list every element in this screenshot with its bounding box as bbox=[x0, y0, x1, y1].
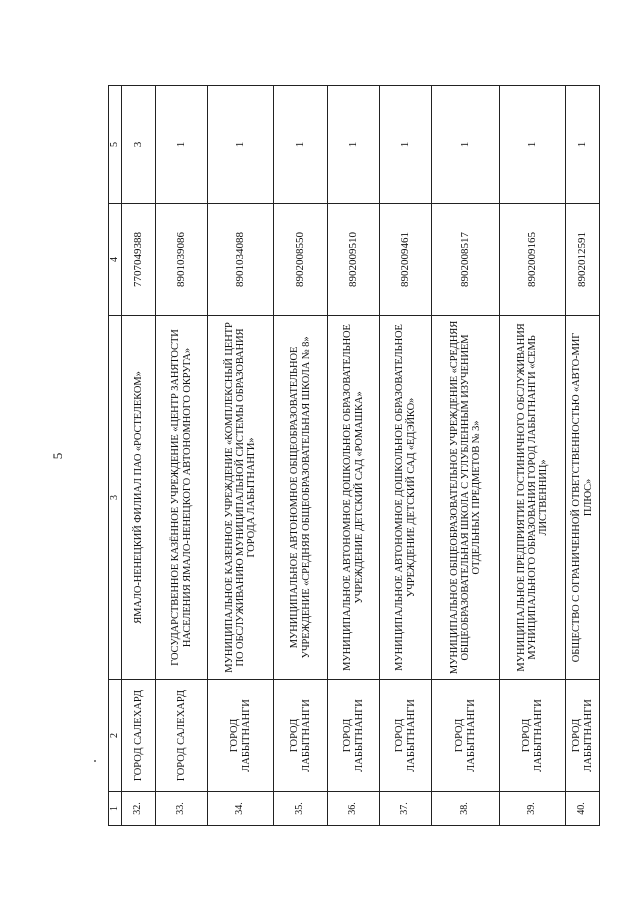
row-city: ГОРОД ЛАБЫТНАНГИ bbox=[208, 680, 274, 792]
row-inn: 8902008550 bbox=[274, 204, 328, 316]
row-inn: 8902009461 bbox=[380, 204, 432, 316]
header-col-3: 3 bbox=[109, 316, 122, 680]
row-city: ГОРОД ЛАБЫТНАНГИ bbox=[328, 680, 380, 792]
header-col-4: 4 bbox=[109, 204, 122, 316]
row-count: 1 bbox=[328, 86, 380, 204]
row-organization: МУНИЦИПАЛЬНОЕ КАЗЕННОЕ УЧРЕЖДЕНИЕ «КОМПЛЕКСНЫЙ ЦЕНТР ПО ОБСЛУЖИВАНИЮ МУНИЦИПАЛЬНОЙ СИСТЕМЫ ОБРАЗОВАНИЯ ГОРОДА ЛАБЫТНАНГИ» bbox=[208, 316, 274, 680]
row-count: 3 bbox=[122, 86, 156, 204]
table-row bbox=[156, 86, 208, 826]
row-city: ГОРОД САЛЕХАРД bbox=[156, 680, 208, 792]
row-organization: МУНИЦИПАЛЬНОЕ АВТОНОМНОЕ ДОШКОЛЬНОЕ ОБРАЗОВАТЕЛЬНОЕ УЧРЕЖДЕНИЕ ДЕТСКИЙ САД «РОМАШКА» bbox=[328, 316, 380, 680]
row-count: 1 bbox=[156, 86, 208, 204]
row-count: 1 bbox=[208, 86, 274, 204]
page-number: 5 bbox=[50, 452, 65, 460]
row-inn: 8902012591 bbox=[566, 204, 600, 316]
row-organization: ОБЩЕСТВО С ОГРАНИЧЕННОЙ ОТВЕТСТВЕННОСТЬЮ «АВТО-МИГ ПЛЮС» bbox=[566, 316, 600, 680]
header-col-2: 2 bbox=[109, 680, 122, 792]
table-row bbox=[122, 86, 156, 826]
row-inn: 8902008517 bbox=[432, 204, 500, 316]
row-city: ГОРОД САЛЕХАРД bbox=[122, 680, 156, 792]
row-count: 1 bbox=[566, 86, 600, 204]
table-row bbox=[566, 86, 600, 826]
row-number: 39. bbox=[500, 792, 566, 826]
table-row bbox=[380, 86, 432, 826]
row-inn: 8901034088 bbox=[208, 204, 274, 316]
row-inn: 8902009165 bbox=[500, 204, 566, 316]
table-row bbox=[500, 86, 566, 826]
row-organization: МУНИЦИПАЛЬНОЕ ПРЕДПРИЯТИЕ ГОСТИНИЧНОГО ОБСЛУЖИВАНИЯ МУНИЦИПАЛЬНОГО ОБРАЗОВАНИЯ ГОРОД ЛАБЫТНАНГИ «СЕМЬ ЛИСТВЕННИЦ» bbox=[500, 316, 566, 680]
row-organization: МУНИЦИПАЛЬНОЕ АВТОНОМНОЕ ОБЩЕОБРАЗОВАТЕЛЬНОЕ УЧРЕЖДЕНИЕ «СРЕДНЯЯ ОБЩЕОБРАЗОВАТЕЛЬНАЯ ШКОЛА № 8» bbox=[274, 316, 328, 680]
row-count: 1 bbox=[274, 86, 328, 204]
row-number: 37. bbox=[380, 792, 432, 826]
scan-speck bbox=[94, 760, 96, 762]
row-number: 35. bbox=[274, 792, 328, 826]
row-city: ГОРОД ЛАБЫТНАНГИ bbox=[274, 680, 328, 792]
row-organization: МУНИЦИПАЛЬНОЕ АВТОНОМНОЕ ДОШКОЛЬНОЕ ОБРАЗОВАТЕЛЬНОЕ УЧРЕЖДЕНИЕ ДЕТСКИЙ САД «ЕДЭЙКО» bbox=[380, 316, 432, 680]
row-city: ГОРОД ЛАБЫТНАНГИ bbox=[500, 680, 566, 792]
row-inn: 7707049388 bbox=[122, 204, 156, 316]
row-organization: ЯМАЛО-НЕНЕЦКИЙ ФИЛИАЛ ПАО «РОСТЕЛЕКОМ» bbox=[122, 316, 156, 680]
row-city: ГОРОД ЛАБЫТНАНГИ bbox=[380, 680, 432, 792]
row-inn: 8902009510 bbox=[328, 204, 380, 316]
row-count: 1 bbox=[432, 86, 500, 204]
table-header-row bbox=[109, 86, 122, 826]
row-number: 32. bbox=[122, 792, 156, 826]
row-number: 34. bbox=[208, 792, 274, 826]
row-number: 40. bbox=[566, 792, 600, 826]
header-col-1: 1 bbox=[109, 792, 122, 826]
row-number: 33. bbox=[156, 792, 208, 826]
row-organization: МУНИЦИПАЛЬНОЕ ОБЩЕОБРАЗОВАТЕЛЬНОЕ УЧРЕЖДЕНИЕ «СРЕДНЯЯ ОБЩЕОБРАЗОВАТЕЛЬНАЯ ШКОЛА С УГЛУБЛЕННЫМ ИЗУЧЕНИЕМ ОТДЕЛЬНЫХ ПРЕДМЕТОВ № 3» bbox=[432, 316, 500, 680]
row-city: ГОРОД ЛАБЫТНАНГИ bbox=[432, 680, 500, 792]
table-row bbox=[432, 86, 500, 826]
rotated-table-container bbox=[108, 86, 598, 826]
header-col-5: 5 bbox=[109, 86, 122, 204]
table-row bbox=[208, 86, 274, 826]
row-number: 38. bbox=[432, 792, 500, 826]
row-city: ГОРОД ЛАБЫТНАНГИ bbox=[566, 680, 600, 792]
row-inn: 8901039086 bbox=[156, 204, 208, 316]
row-number: 36. bbox=[328, 792, 380, 826]
row-count: 1 bbox=[500, 86, 566, 204]
table-row bbox=[328, 86, 380, 826]
registry-table bbox=[108, 85, 600, 826]
row-organization: ГОСУДАРСТВЕННОЕ КАЗЁННОЕ УЧРЕЖДЕНИЕ «ЦЕНТР ЗАНЯТОСТИ НАСЕЛЕНИЯ ЯМАЛО-НЕНЕЦКОГО АВТОНОМНОГО ОКРУГА» bbox=[156, 316, 208, 680]
table-row bbox=[274, 86, 328, 826]
row-count: 1 bbox=[380, 86, 432, 204]
